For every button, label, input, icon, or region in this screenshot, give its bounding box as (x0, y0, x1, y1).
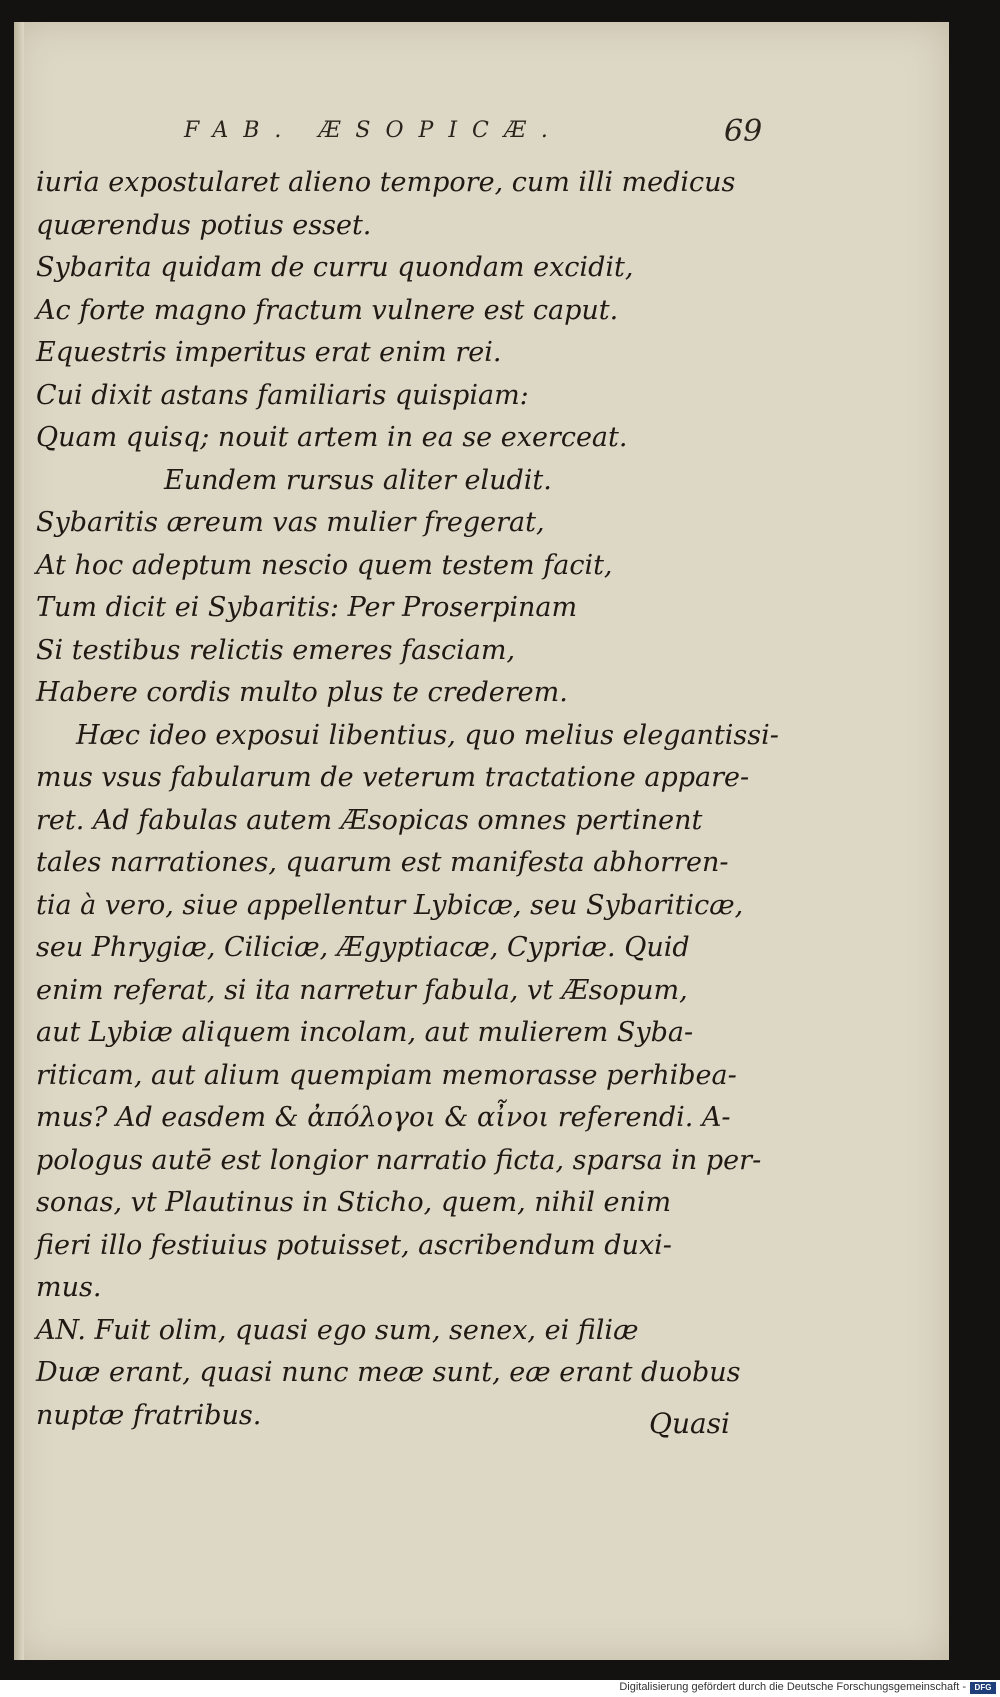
text-line: fieri illo festiuius potuisset, ascribendum duxi- (36, 1229, 672, 1261)
text-line: Ac forte magno fractum vulnere est caput. (36, 294, 619, 326)
page-number: 69 (724, 114, 763, 149)
text-line: Duæ erant, quasi nunc meæ sunt, eæ erant duobus (36, 1357, 741, 1388)
text-line: Quam quisq; nouit artem in ea se exerceat. (36, 422, 628, 453)
body-text (36, 162, 779, 1437)
text-line: quærendus potius esset. (36, 209, 372, 241)
dfg-logo-icon[interactable]: DFG (970, 1682, 996, 1694)
text-line: nuptæ fratribus. (36, 1399, 262, 1431)
text-line: enim referat, si ita narretur fabula, vt Æsopum, (36, 974, 688, 1006)
text-line: Si testibus relictis emeres fasciam, (36, 634, 516, 666)
text-line: sonas, vt Plautinus in Sticho, quem, nihil enim (36, 1187, 672, 1218)
text-line: mus vsus fabularum de veterum tractatione appare- (36, 762, 750, 793)
page-edge (14, 22, 24, 1660)
text-line: tales narrationes, quarum est manifesta abhorren- (36, 847, 729, 878)
section-heading: Eundem rursus aliter eludit. (164, 464, 552, 496)
book-page (14, 22, 949, 1660)
text-line: Sybarita quidam de curru quondam excidit, (36, 252, 634, 283)
text-line: seu Phrygiæ, Ciliciæ, Ægyptiacæ, Cypriæ. Quid (36, 932, 690, 963)
text-line: pologus autē est longior narratio ficta, sparsa in per- (36, 1144, 762, 1176)
catchword: Quasi (649, 1407, 731, 1440)
text-line: iuria expostularet alieno tempore, cum illi medicus (36, 167, 736, 198)
text-line: Habere cordis multo plus te crederem. (36, 677, 568, 708)
text-line: tia à vero, siue appellentur Lybicæ, seu Sybariticæ, (36, 889, 744, 921)
text-line: Cui dixit astans familiaris quispiam: (36, 379, 529, 411)
text-line: AN. Fuit olim, quasi ego sum, senex, ei filiæ (36, 1314, 639, 1346)
text-line: Sybaritis æreum vas mulier fregerat, (36, 507, 545, 538)
digitization-footer (0, 1680, 1000, 1697)
running-head: FAB. ÆSOPICÆ. (184, 118, 563, 143)
text-line: ret. Ad fabulas autem Æsopicas omnes pertinent (36, 804, 703, 836)
text-line: aut Lybiæ aliquem incolam, aut mulierem Syba- (36, 1017, 694, 1048)
text-line: Tum dicit ei Sybaritis: Per Proserpinam (36, 592, 578, 623)
text-line: Equestris imperitus erat enim rei. (36, 337, 502, 368)
text-line: mus? Ad easdem & ἀπόλογοι & αἶνοι referendi. A- (36, 1102, 731, 1133)
text-line: riticam, aut alium quempiam memorasse perhibea- (36, 1059, 737, 1091)
paragraph-start: Hæc ideo exposui libentius, quo melius elegantissi- (76, 719, 779, 751)
funding-credit: Digitalisierung gefördert durch die Deutsche Forschungsgemeinschaft - (619, 1681, 966, 1693)
text-line: mus. (36, 1272, 102, 1303)
text-line: At hoc adeptum nescio quem testem facit, (36, 549, 613, 581)
